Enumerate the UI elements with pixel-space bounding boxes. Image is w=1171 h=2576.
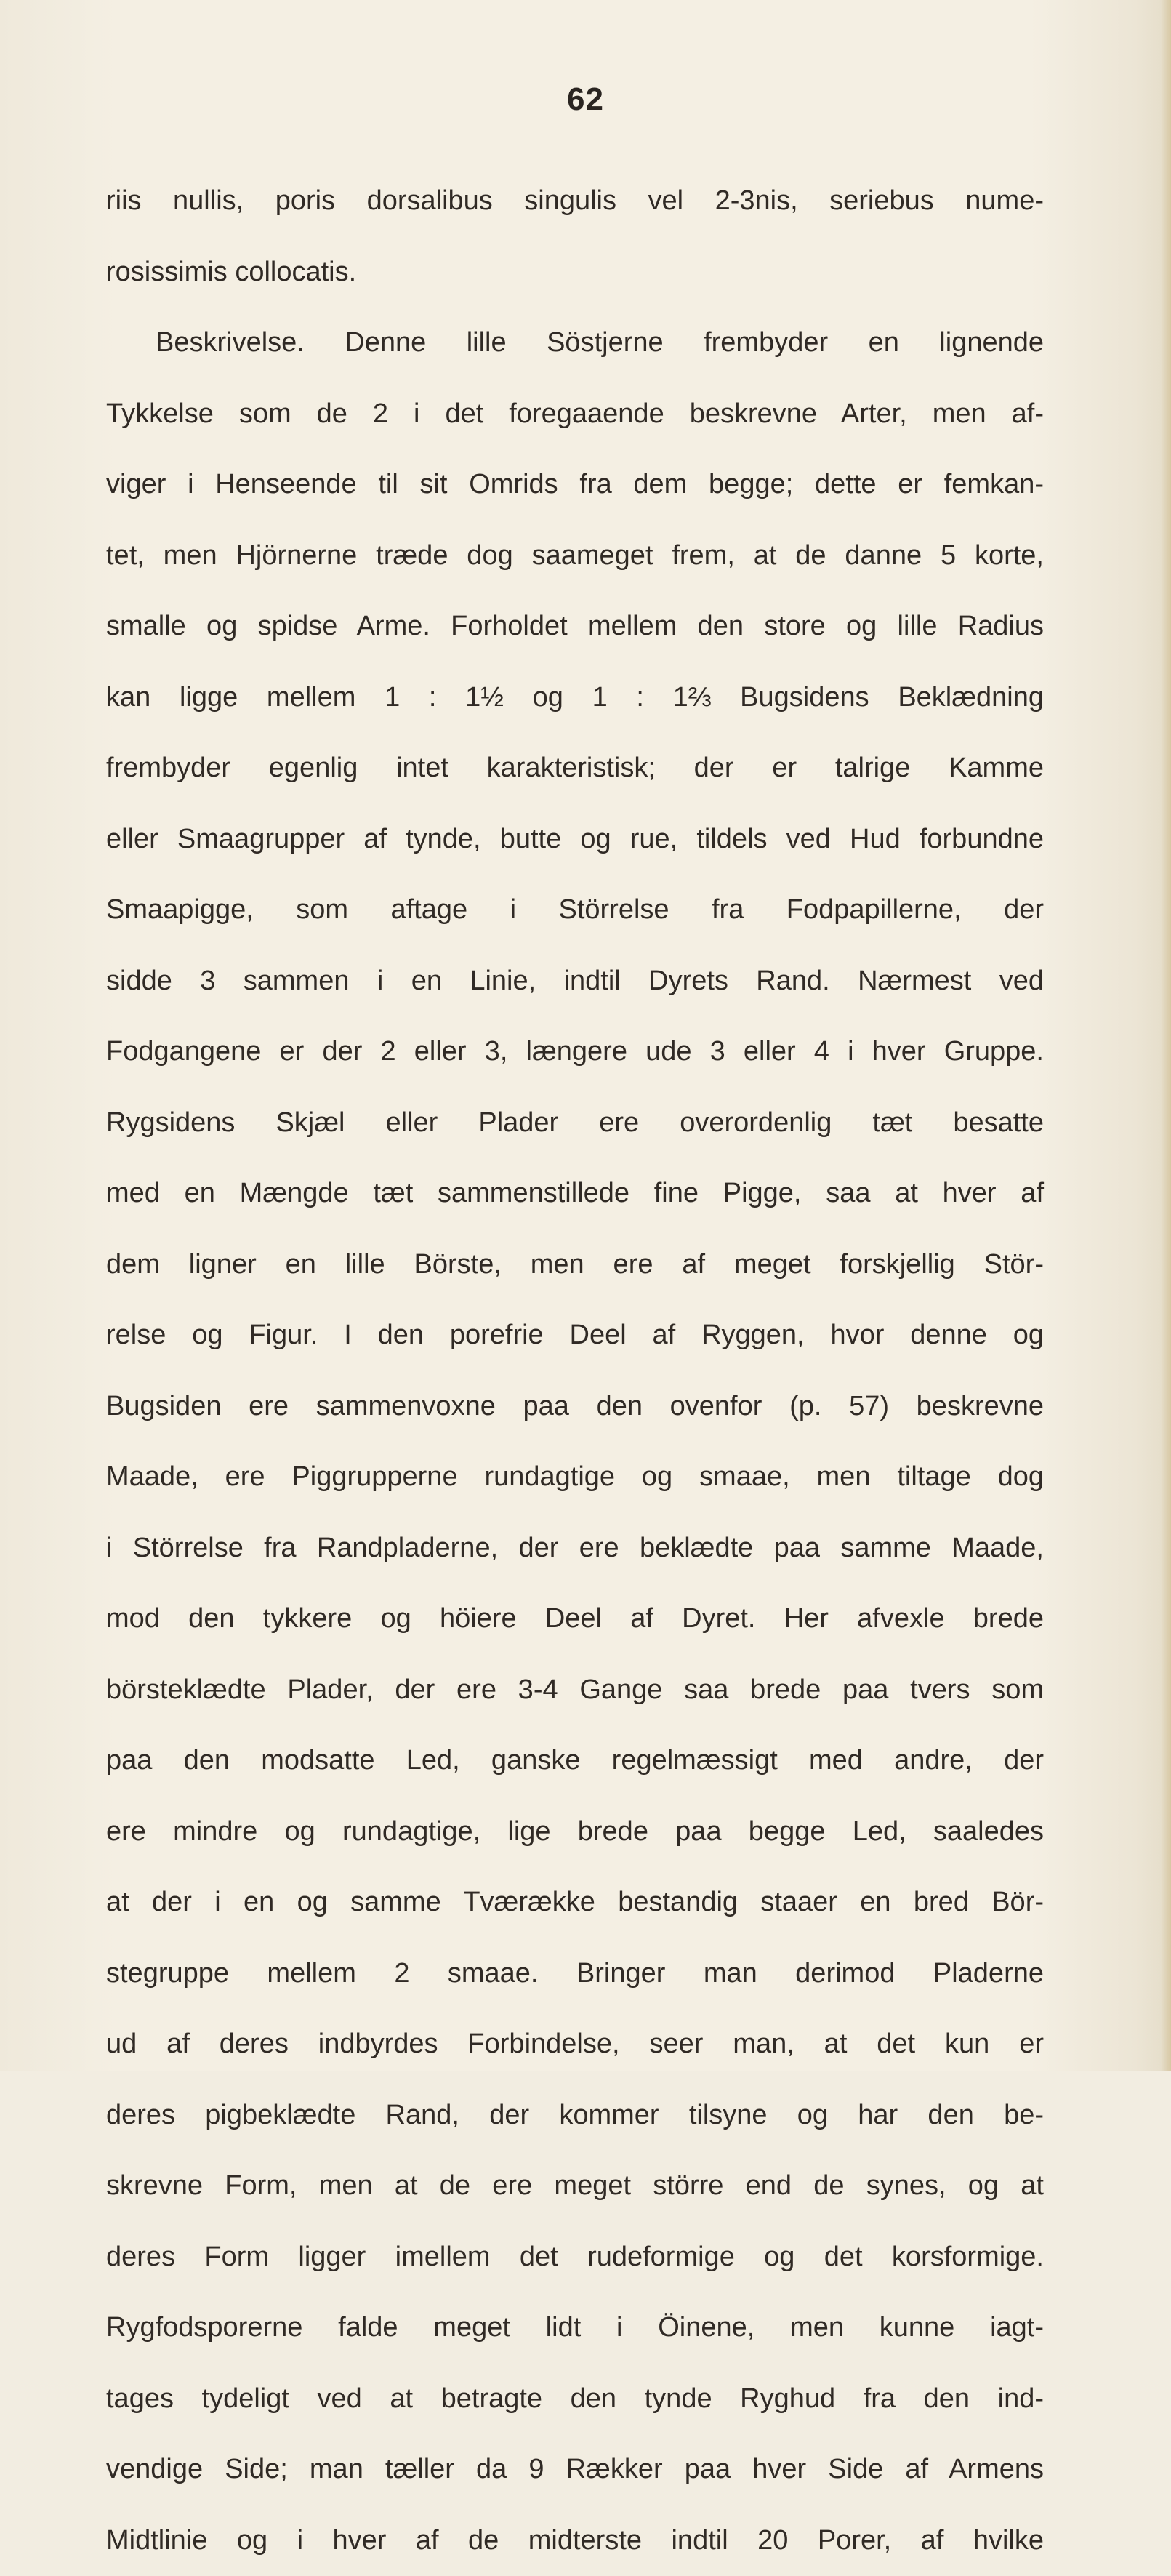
text-line: deres pigbeklædte Rand, der kommer tilsyne og har den be- — [106, 2080, 1044, 2151]
text-line: Tykkelse som de 2 i det foregaaende beskrevne Arter, men af- — [106, 379, 1044, 450]
text-line: kan ligge mellem 1 : 1½ og 1 : 1⅔ Bugsidens Beklædning — [106, 662, 1044, 734]
text-line: med en Mængde tæt sammenstillede fine Pigge, saa at hver af — [106, 1158, 1044, 1229]
text-line: Bugsiden ere sammenvoxne paa den ovenfor (p. 57) beskrevne — [106, 1371, 1044, 1443]
body-text — [106, 166, 1044, 2576]
text-line: Fodgangene er der 2 eller 3, længere ude 3 eller 4 i hver Gruppe. — [106, 1016, 1044, 1088]
text-line: ere mindre og rundagtige, lige brede paa begge Led, saaledes — [106, 1797, 1044, 1868]
text-line: i Störrelse fra Randpladerne, der ere beklædte paa samme Maade, — [106, 1513, 1044, 1584]
text-line: ud af deres indbyrdes Forbindelse, seer man, at det kun er — [106, 2009, 1044, 2080]
text-line: relse og Figur. I den porefrie Deel af Ryggen, hvor denne og — [106, 1300, 1044, 1371]
text-line: Midtlinie og i hver af de midterste indtil 20 Porer, af hvilke — [106, 2505, 1044, 2576]
text-line: rosissimis collocatis. — [106, 237, 1044, 308]
text-line: vendige Side; man tæller da 9 Rækker paa hver Side af Armens — [106, 2434, 1044, 2505]
page-number: 62 — [0, 81, 1171, 118]
text-line: skrevne Form, men at de ere meget större end de synes, og at — [106, 2151, 1044, 2222]
text-line: börsteklædte Plader, der ere 3-4 Gange saa brede paa tvers som — [106, 1655, 1044, 1726]
text-line: riis nullis, poris dorsalibus singulis vel 2-3nis, seriebus nume- — [106, 166, 1044, 237]
text-line: dem ligner en lille Börste, men ere af meget forskjellig Stör- — [106, 1229, 1044, 1301]
text-line: mod den tykkere og höiere Deel af Dyret. Her afvexle brede — [106, 1584, 1044, 1655]
page-edge-shadow — [1161, 0, 1171, 2071]
text-line: Maade, ere Piggrupperne rundagtige og smaae, men tiltage dog — [106, 1442, 1044, 1513]
text-line: tet, men Hjörnerne træde dog saameget frem, at de danne 5 korte, — [106, 521, 1044, 592]
text-line: tages tydeligt ved at betragte den tynde Ryghud fra den ind- — [106, 2364, 1044, 2435]
text-line: smalle og spidse Arme. Forholdet mellem den store og lille Radius — [106, 591, 1044, 662]
text-line: paa den modsatte Led, ganske regelmæssigt med andre, der — [106, 1725, 1044, 1797]
text-line: viger i Henseende til sit Omrids fra dem begge; dette er femkan- — [106, 449, 1044, 521]
text-line: frembyder egenlig intet karakteristisk; der er talrige Kamme — [106, 733, 1044, 804]
text-line: Rygfodsporerne falde meget lidt i Öinene, men kunne iagt- — [106, 2292, 1044, 2364]
text-line: Rygsidens Skjæl eller Plader ere overordenlig tæt besatte — [106, 1088, 1044, 1159]
text-line: stegruppe mellem 2 smaae. Bringer man derimod Pladerne — [106, 1938, 1044, 2010]
text-line: Beskrivelse. Denne lille Söstjerne frembyder en lignende — [106, 308, 1044, 379]
text-line: at der i en og samme Tværække bestandig staaer en bred Bör- — [106, 1867, 1044, 1938]
text-line: deres Form ligger imellem det rudeformige og det korsformige. — [106, 2222, 1044, 2293]
text-line: sidde 3 sammen i en Linie, indtil Dyrets Rand. Nærmest ved — [106, 946, 1044, 1017]
text-line: eller Smaagrupper af tynde, butte og rue, tildels ved Hud forbundne — [106, 804, 1044, 875]
text-line: Smaapigge, som aftage i Störrelse fra Fodpapillerne, der — [106, 875, 1044, 946]
